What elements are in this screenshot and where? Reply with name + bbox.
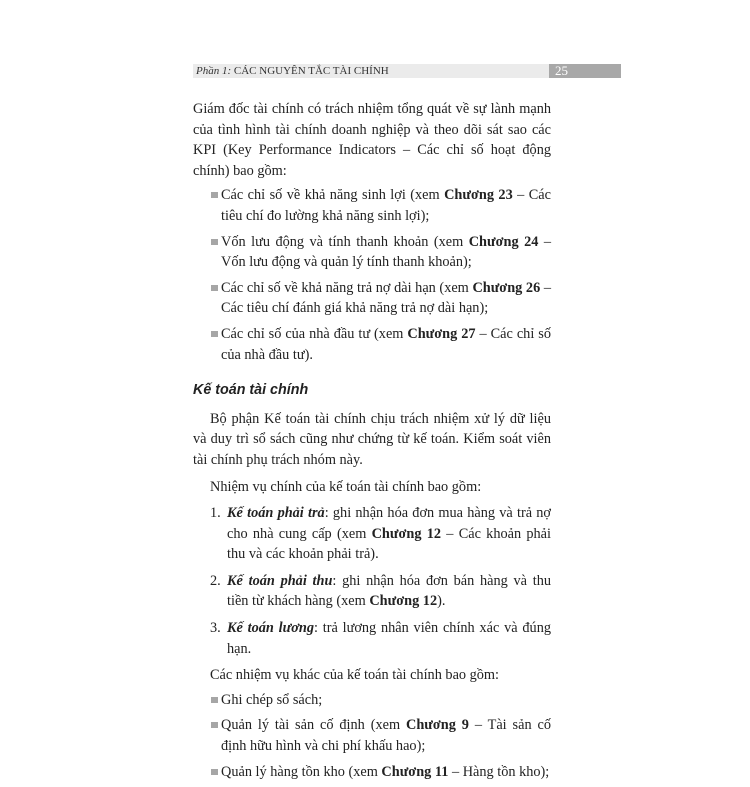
- header-part-label: Phần 1:: [196, 65, 232, 77]
- tasks-intro: Nhiệm vụ chính của kế toán tài chính bao gồm:: [210, 478, 482, 495]
- list-item: Quản lý tài sản cố định (xem Chương 9 – Tài sản cố định hữu hình và chi phí khấu hao);: [193, 715, 551, 756]
- list-item: Các chỉ số về khả năng sinh lợi (xem Chương 23 – Các tiêu chí đo lường khả năng sinh lợi);: [193, 185, 551, 226]
- other-tasks-intro: Các nhiệm vụ khác của kế toán tài chính bao gồm:: [210, 667, 500, 684]
- list-item: 3. Kế toán lương: trả lương nhân viên chính xác và đúng hạn.: [210, 620, 551, 657]
- page-content: [193, 99, 551, 787]
- square-bullet-icon: [211, 192, 218, 198]
- section-paragraph: Bộ phận Kế toán tài chính chịu trách nhiệm xử lý dữ liệu và duy trì sổ sách cũng như chứng từ kế toán. Kiểm soát viên tài chính phụ trách nhóm này.: [193, 410, 551, 468]
- list-item: 2. Kế toán phải thu: ghi nhận hóa đơn bán hàng và thu tiền từ khách hàng (xem Chương 12).: [210, 572, 552, 610]
- other-tasks-list: [193, 690, 551, 782]
- kpi-list: [193, 185, 551, 365]
- header-part-title: CÁC NGUYÊN TẮC TÀI CHÍNH: [233, 65, 389, 77]
- square-bullet-icon: [211, 769, 218, 775]
- list-item: Quản lý hàng tồn kho (xem Chương 11 – Hàng tồn kho);: [193, 762, 551, 783]
- square-bullet-icon: [211, 285, 218, 291]
- running-header: [193, 64, 621, 78]
- square-bullet-icon: [211, 697, 218, 703]
- list-item: Vốn lưu động và tính thanh khoản (xem Chương 24 – Vốn lưu động và quản lý tính thanh khoản);: [193, 232, 551, 273]
- square-bullet-icon: [211, 331, 218, 337]
- header-title: [193, 64, 549, 78]
- list-item: Các chỉ số của nhà đầu tư (xem Chương 27 – Các chỉ số của nhà đầu tư).: [193, 324, 551, 365]
- section-heading: Kế toán tài chính: [193, 382, 309, 399]
- square-bullet-icon: [211, 722, 218, 728]
- list-item: 1. Kế toán phải trả: ghi nhận hóa đơn mua hàng và trả nợ cho nhà cung cấp (xem Chương 12 – Các khoản phải thu và các khoản phải trả).: [210, 505, 551, 563]
- square-bullet-icon: [211, 239, 218, 245]
- list-item: Ghi chép sổ sách;: [193, 690, 551, 711]
- page-number: 25: [549, 64, 621, 78]
- tasks-list: [193, 503, 551, 659]
- intro-paragraph: Giám đốc tài chính có trách nhiệm tổng quát về sự lành mạnh của tình hình tài chính doanh nghiệp và theo dõi sát sao các KPI (Key Performance Indicators – Các chỉ số hoạt động chính) bao gồm:: [193, 101, 551, 179]
- list-item: Các chỉ số về khả năng trả nợ dài hạn (xem Chương 26 – Các tiêu chí đánh giá khả năng trả nợ dài hạn);: [193, 278, 551, 319]
